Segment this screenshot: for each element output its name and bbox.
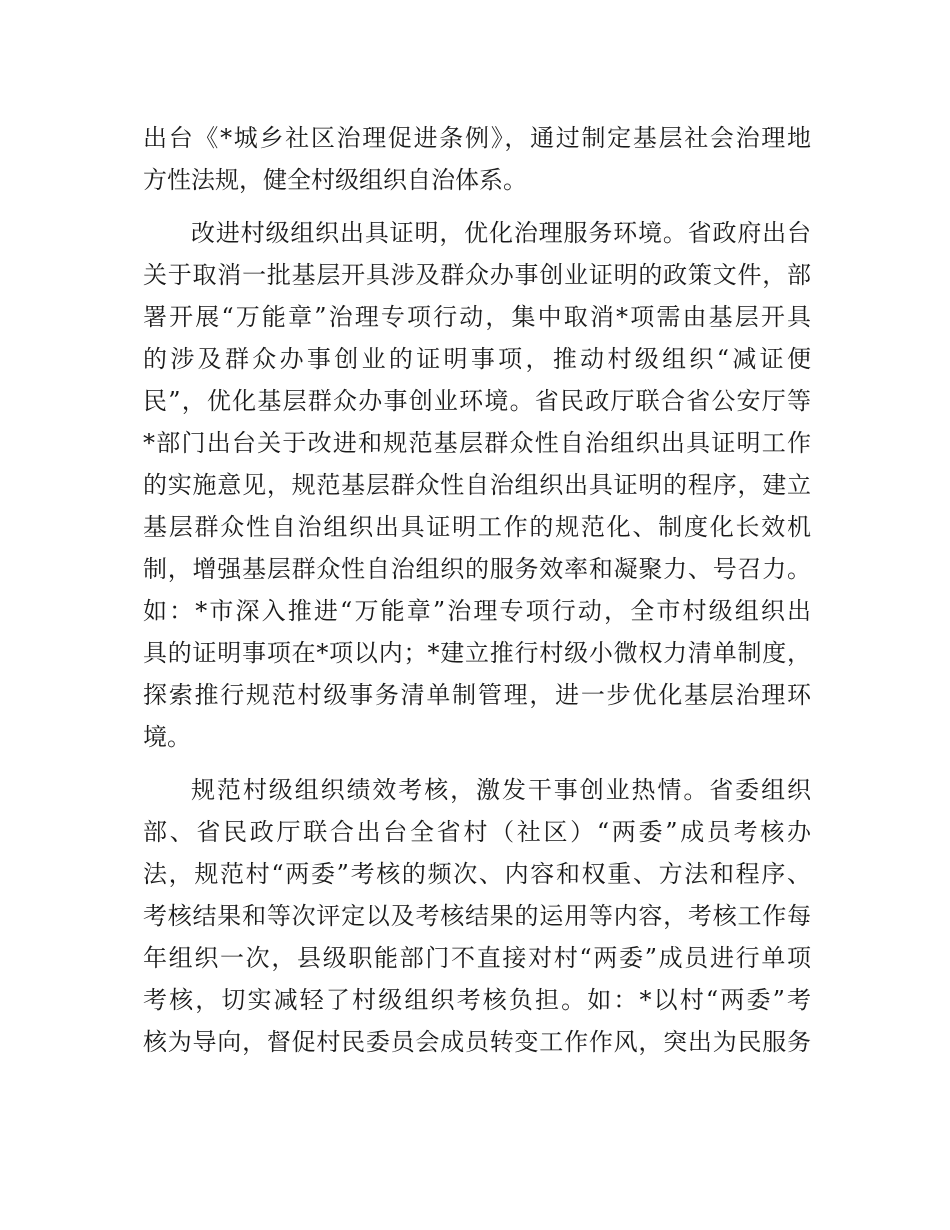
- text-line: 境。: [143, 723, 191, 751]
- text-line: 部、省民政厅联合出台全省村（社区）“两委”成员考核办: [143, 818, 811, 846]
- document-body: [143, 117, 811, 1063]
- text-line: 法，规范村“两委”考核的频次、内容和权重、方法和程序、: [143, 860, 811, 888]
- text-line: 民”，优化基层群众办事创业环境。省民政厅联合省公安厅等: [143, 387, 811, 415]
- text-line: 规范村级组织绩效考核，激发干事创业热情。省委组织: [191, 776, 811, 804]
- text-line: 出台《*城乡社区治理促进条例》，通过制定基层社会治理地: [143, 124, 811, 152]
- text-line: 制，增强基层群众性自治组织的服务效率和凝聚力、号召力。: [143, 555, 811, 583]
- text-line: 关于取消一批基层开具涉及群众办事创业证明的政策文件，部: [143, 261, 811, 289]
- text-line: 如：*市深入推进“万能章”治理专项行动，全市村级组织出: [143, 597, 811, 625]
- text-line: 改进村级组织出具证明，优化治理服务环境。省政府出台: [191, 219, 811, 247]
- text-line: 探索推行规范村级事务清单制管理，进一步优化基层治理环: [143, 681, 811, 709]
- text-line: 的实施意见，规范基层群众性自治组织出具证明的程序，建立: [143, 471, 811, 499]
- text-line: *部门出台关于改进和规范基层群众性自治组织出具证明工作: [143, 429, 811, 457]
- text-line: 基层群众性自治组织出具证明工作的规范化、制度化长效机: [143, 513, 811, 541]
- paragraph: [143, 769, 811, 1063]
- text-line: 考核，切实减轻了村级组织考核负担。如：*以村“两委”考: [143, 986, 811, 1014]
- text-line: 署开展“万能章”治理专项行动，集中取消*项需由基层开具: [143, 303, 811, 331]
- text-line: 核为导向，督促村民委员会成员转变工作作风，突出为民服务: [143, 1028, 811, 1056]
- text-line: 的涉及群众办事创业的证明事项，推动村级组织“减证便: [143, 345, 811, 373]
- text-line: 方性法规，健全村级组织自治体系。: [143, 166, 527, 194]
- text-line: 年组织一次，县级职能部门不直接对村“两委”成员进行单项: [143, 944, 811, 972]
- paragraph: [143, 212, 811, 758]
- paragraph: [143, 117, 811, 201]
- text-line: 具的证明事项在*项以内；*建立推行村级小微权力清单制度，: [143, 639, 811, 667]
- text-line: 考核结果和等次评定以及考核结果的运用等内容，考核工作每: [143, 902, 811, 930]
